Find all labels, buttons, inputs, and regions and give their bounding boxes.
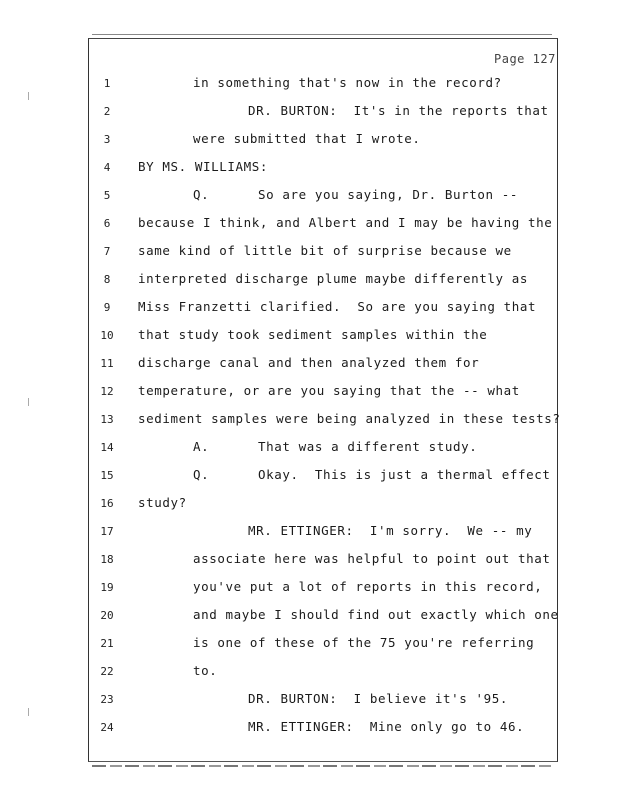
line-text: is one of these of the 75 you're referring — [193, 635, 535, 650]
line-number: 21 — [100, 637, 114, 650]
line-number: 10 — [100, 329, 114, 342]
top-rule — [92, 34, 552, 35]
line-text: DR. BURTON: It's in the reports that — [248, 103, 549, 118]
line-number: 2 — [103, 105, 111, 118]
line-number: 16 — [100, 497, 114, 510]
line-text: sediment samples were being analyzed in these tests? — [138, 411, 561, 426]
line-number: 7 — [103, 245, 111, 258]
line-number: 5 — [103, 189, 111, 202]
line-text: were submitted that I wrote. — [193, 131, 421, 146]
line-number: 23 — [100, 693, 114, 706]
line-number: 13 — [100, 413, 114, 426]
line-number: 14 — [100, 441, 114, 454]
margin-mark — [28, 398, 32, 406]
bottom-rule — [92, 765, 552, 767]
line-text: A. That was a different study. — [193, 439, 478, 454]
line-text: in something that's now in the record? — [193, 75, 502, 90]
margin-mark — [28, 708, 32, 716]
line-number: 3 — [103, 133, 111, 146]
line-number: 12 — [100, 385, 114, 398]
line-text: discharge canal and then analyzed them for — [138, 355, 480, 370]
line-number: 8 — [103, 273, 111, 286]
line-text: Q. Okay. This is just a thermal effect — [193, 467, 551, 482]
line-text: to. — [193, 663, 218, 678]
line-number: 19 — [100, 581, 114, 594]
line-number: 4 — [103, 161, 111, 174]
line-text: that study took sediment samples within the — [138, 327, 488, 342]
line-number: 17 — [100, 525, 114, 538]
line-number: 9 — [103, 301, 111, 314]
transcript-page — [88, 38, 558, 762]
line-number: 6 — [103, 217, 111, 230]
line-number: 1 — [103, 77, 111, 90]
line-text: MR. ETTINGER: I'm sorry. We -- my — [248, 523, 533, 538]
line-text: Miss Franzetti clarified. So are you saying that — [138, 299, 537, 314]
line-text: you've put a lot of reports in this record, — [193, 579, 543, 594]
line-text: Q. So are you saying, Dr. Burton -- — [193, 187, 519, 202]
line-text: interpreted discharge plume maybe differently as — [138, 271, 529, 286]
line-text: same kind of little bit of surprise because we — [138, 243, 512, 258]
line-text: study? — [138, 495, 187, 510]
page-number: Page 127 — [494, 52, 556, 66]
line-text: because I think, and Albert and I may be having the — [138, 215, 553, 230]
line-number: 15 — [100, 469, 114, 482]
line-text: and maybe I should find out exactly which one — [193, 607, 559, 622]
line-number: 24 — [100, 721, 114, 734]
line-number: 18 — [100, 553, 114, 566]
line-text: MR. ETTINGER: Mine only go to 46. — [248, 719, 525, 734]
line-text: associate here was helpful to point out that — [193, 551, 551, 566]
line-number: 11 — [100, 357, 114, 370]
margin-mark — [28, 92, 32, 100]
line-number: 20 — [100, 609, 114, 622]
line-text: BY MS. WILLIAMS: — [138, 159, 269, 174]
line-text: DR. BURTON: I believe it's '95. — [248, 691, 509, 706]
line-number: 22 — [100, 665, 114, 678]
line-text: temperature, or are you saying that the -- what — [138, 383, 520, 398]
